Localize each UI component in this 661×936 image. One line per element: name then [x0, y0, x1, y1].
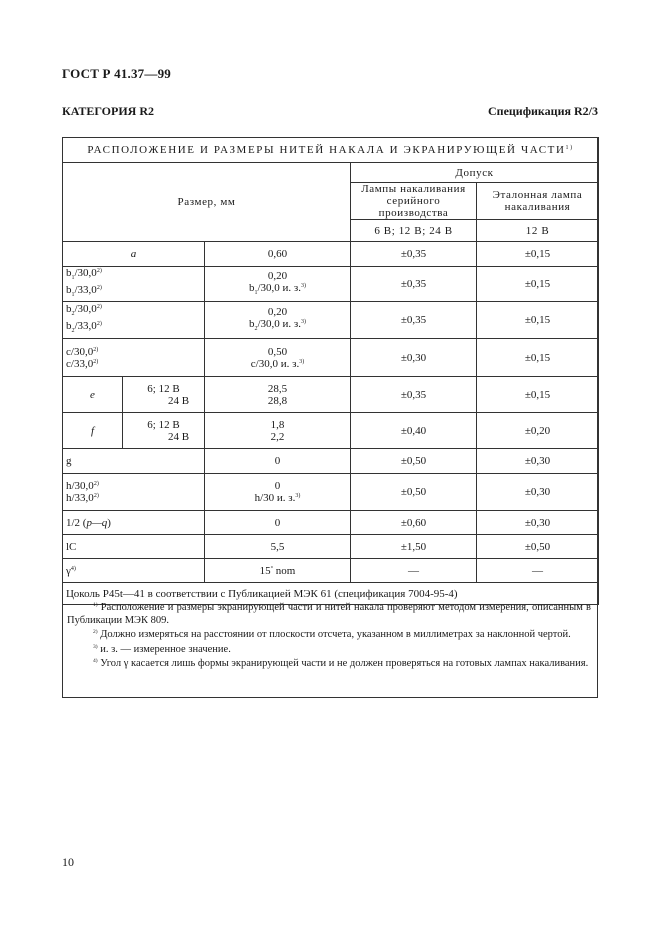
- page-number: 10: [62, 855, 74, 869]
- dim-name-h: h/30,0$^{2)}$ h/33,0$^{2)}$: [63, 474, 205, 511]
- voltage-cell: 6; 12 В 24 В: [123, 413, 205, 449]
- tol-serial: ±0,60: [351, 511, 477, 535]
- size-column-header: Размер, мм: [63, 163, 351, 242]
- document-code: ГОСТ Р 41.37—99: [62, 66, 171, 81]
- table-row: [63, 339, 599, 377]
- dim-value: 28,5 28,8: [205, 377, 351, 413]
- dim-value: 0,50 c/30,0 и. з.$^{3)}$: [205, 339, 351, 377]
- tol-serial: ±0,50: [351, 474, 477, 511]
- tol-reference: —: [477, 559, 599, 583]
- table-row: [63, 449, 599, 474]
- tol-serial: ±0,30: [351, 339, 477, 377]
- dim-name-c: c/30,0$^{2)}$ c/33,0$^{2)}$: [63, 339, 205, 377]
- dim-name-b1: $b_1/30,0^{2)}$ $b_1/33,0^{2)}$: [63, 267, 205, 302]
- table-row: [63, 511, 599, 535]
- tol-serial: ±0,50: [351, 449, 477, 474]
- table-row: [63, 535, 599, 559]
- dim-name-gamma: $\gamma^{4)}$: [63, 559, 205, 583]
- dim-name-g: g: [63, 449, 205, 474]
- table-row: [63, 474, 599, 511]
- base-note: Цоколь P45t—41 в соответствии с Публикацией МЭК 61 (спецификация 7004-95-4): [63, 583, 599, 605]
- tol-reference: ±0,30: [477, 449, 599, 474]
- tol-reference: ±0,50: [477, 535, 599, 559]
- serial-voltage: 6 В; 12 В; 24 В: [351, 220, 477, 242]
- dim-name-a: a: [63, 242, 205, 267]
- dim-value: 0,60: [205, 242, 351, 267]
- tol-reference: ±0,15: [477, 267, 599, 302]
- table-title: РАСПОЛОЖЕНИЕ И РАЗМЕРЫ НИТЕЙ НАКАЛА И ЭКРАНИРУЮЩЕЙ ЧАСТИ$^{1)}$: [63, 138, 599, 163]
- table-row: [63, 413, 599, 449]
- tol-serial: —: [351, 559, 477, 583]
- dim-value: 0: [205, 511, 351, 535]
- tol-reference: ±0,15: [477, 302, 599, 339]
- tol-reference: ±0,15: [477, 377, 599, 413]
- table-row: [63, 302, 599, 339]
- voltage-cell: 6; 12 В 24 В: [123, 377, 205, 413]
- table-row: [63, 267, 599, 302]
- tol-serial: ±0,40: [351, 413, 477, 449]
- tol-serial: ±0,35: [351, 267, 477, 302]
- dim-value: 5,5: [205, 535, 351, 559]
- dim-value: 15° nom: [205, 559, 351, 583]
- dim-name-e: e: [63, 377, 123, 413]
- serial-lamps-header: Лампы накаливания серийного производства: [351, 183, 477, 220]
- dim-value: 1,8 2,2: [205, 413, 351, 449]
- reference-lamp-header: Эталонная лампа накаливания: [477, 183, 599, 220]
- tolerance-header: Допуск: [351, 163, 599, 183]
- dim-name-f: f: [63, 413, 123, 449]
- dim-value: 0,20 $b_2/30,0$ и. з.$^{3)}$: [205, 302, 351, 339]
- dim-value: 0: [205, 449, 351, 474]
- tol-reference: ±0,30: [477, 511, 599, 535]
- reference-voltage: 12 В: [477, 220, 599, 242]
- footnote: $^{4)}$ Угол γ касается лишь формы экранирующей части и не должен проверяться на готовых лампах накаливания.: [93, 658, 589, 669]
- dim-value: 0,20 $b_1/30,0$ и. з.$^{3)}$: [205, 267, 351, 302]
- table-row: [63, 377, 599, 413]
- tol-serial: ±0,35: [351, 377, 477, 413]
- category-heading: КАТЕГОРИЯ R2: [62, 104, 154, 118]
- dim-value: 0 h/30 и. з.$^{3)}$: [205, 474, 351, 511]
- footnote: $^{1)}$ Расположение и размеры экранирующей части и нитей накала проверяют методом измерения, описанным в Публикации МЭК 809.: [67, 602, 591, 626]
- tol-serial: ±0,35: [351, 302, 477, 339]
- footnote: $^{3)}$ и. з. — измеренное значение.: [93, 643, 231, 655]
- dim-name-lc: lC: [63, 535, 205, 559]
- tol-reference: ±0,20: [477, 413, 599, 449]
- tol-reference: ±0,15: [477, 242, 599, 267]
- specification-heading: Спецификация R2/3: [487, 104, 598, 118]
- tol-serial: ±1,50: [351, 535, 477, 559]
- dim-name-pq: 1/2 (p—q): [63, 511, 205, 535]
- table-row: [63, 559, 599, 583]
- footnotes: [63, 602, 597, 673]
- dim-name-b2: $b_2/30,0^{2)}$ $b_2/33,0^{2)}$: [63, 302, 205, 339]
- tol-reference: ±0,30: [477, 474, 599, 511]
- footnote: $^{2)}$ Должно измеряться на расстоянии от плоскости отсчета, указанном в миллиметрах за наклонной чертой.: [93, 629, 571, 640]
- table-row: [63, 242, 599, 267]
- dimensions-table: [62, 137, 599, 605]
- title-footnote-mark: 1): [565, 145, 574, 151]
- tol-reference: ±0,15: [477, 339, 599, 377]
- tol-serial: ±0,35: [351, 242, 477, 267]
